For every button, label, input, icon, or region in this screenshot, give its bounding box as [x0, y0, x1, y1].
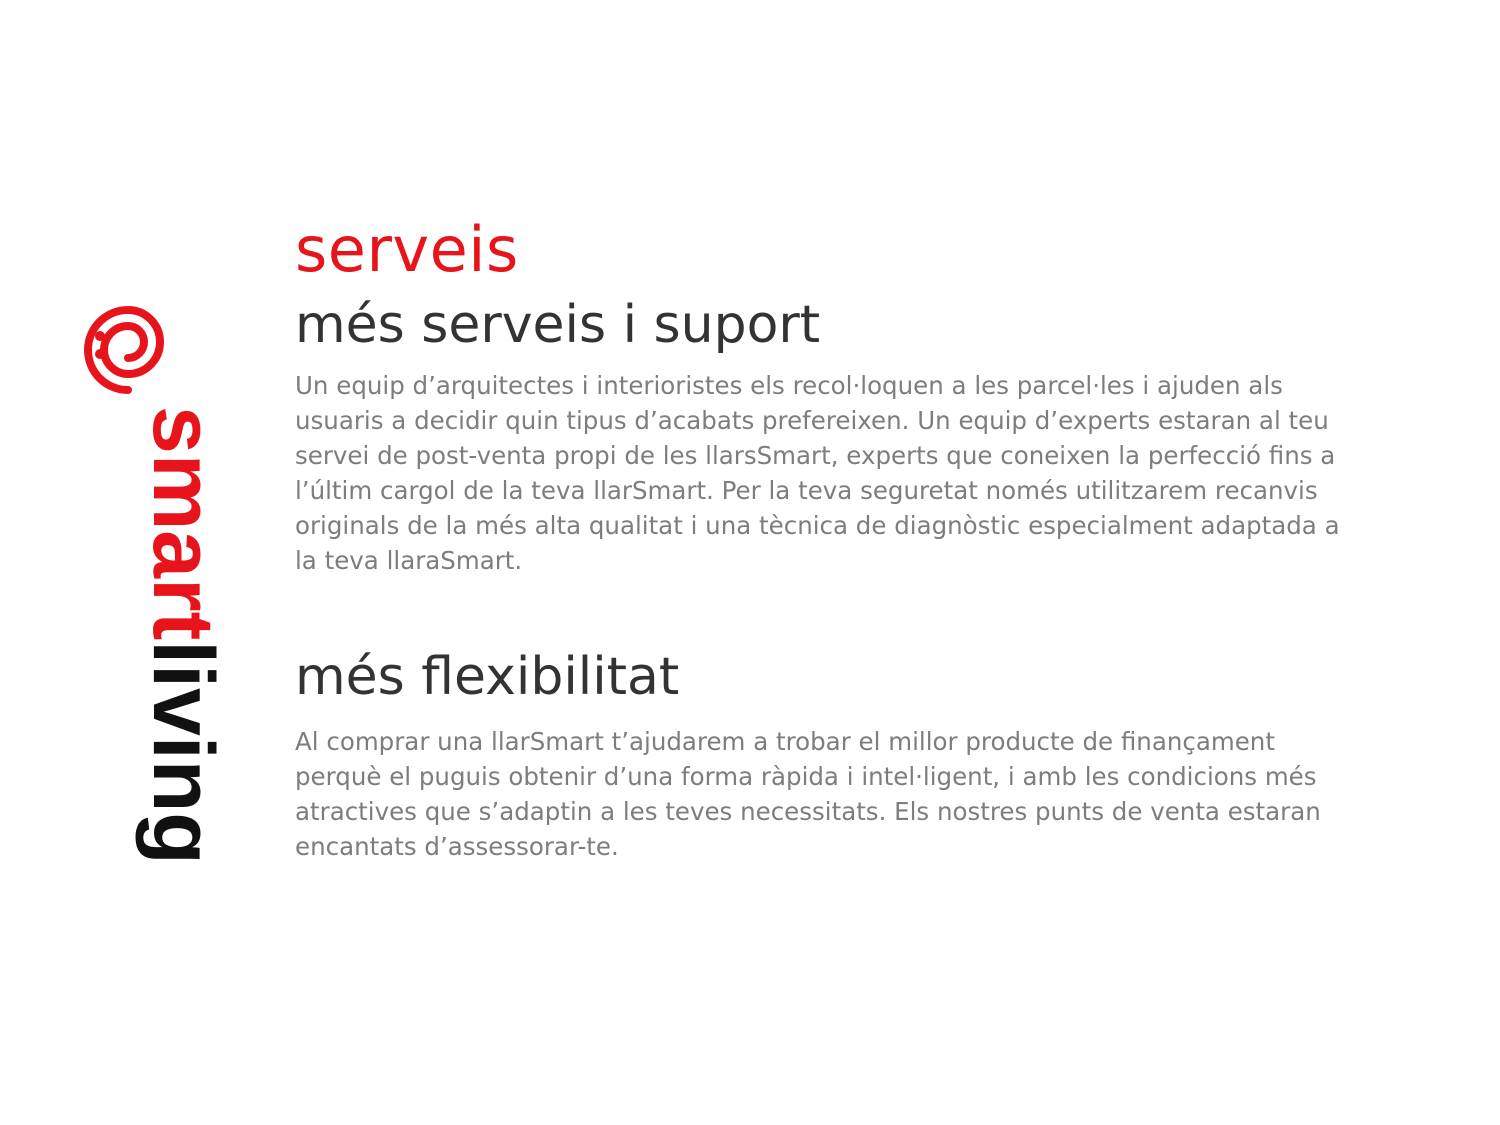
logo-wordmark-prefix: smart — [135, 406, 231, 641]
logo-wordmark-suffix: living — [135, 640, 231, 865]
at-sign-smiley-icon — [88, 310, 160, 390]
page-kicker: serveis — [295, 213, 519, 286]
section-flexibility-body: Al comprar una llarSmart t’ajudarem a trobar el millor producte de finançament perquè el puguis obtenir d’una forma ràpida i intel·ligent, i amb les condicions més atractives que s’adaptin a les teves necessitats. Els nostres punts de venta estaran encantats d’assessorar-te. — [295, 727, 1321, 861]
section-flexibility-title: més flexibilitat — [295, 647, 680, 707]
section-flexibility — [295, 646, 1355, 864]
section-support-body: Un equip d’arquitectes i interioristes els recol·loquen a les parcel·les i ajuden als usuaris a decidir quin tipus d’acabats prefereixen. Un equip d’experts estaran al teu servei de post-venta propi de les llarsSmart, experts que coneixen la perfecció fins a l’últim cargol de la teva llarSmart. Per la teva seguretat només utilitzarem recanvis originals de la més alta qualitat i una tècnica de diagnòstic especialment adaptada a la teva llaraSmart. — [295, 371, 1340, 575]
brand-logo — [92, 296, 231, 865]
services-content — [295, 208, 1355, 864]
section-support-title: més serveis i suport — [295, 295, 821, 355]
section-support — [295, 294, 1355, 578]
smartliving-logo-graphic — [92, 296, 231, 865]
logo-wordmark — [135, 406, 231, 865]
